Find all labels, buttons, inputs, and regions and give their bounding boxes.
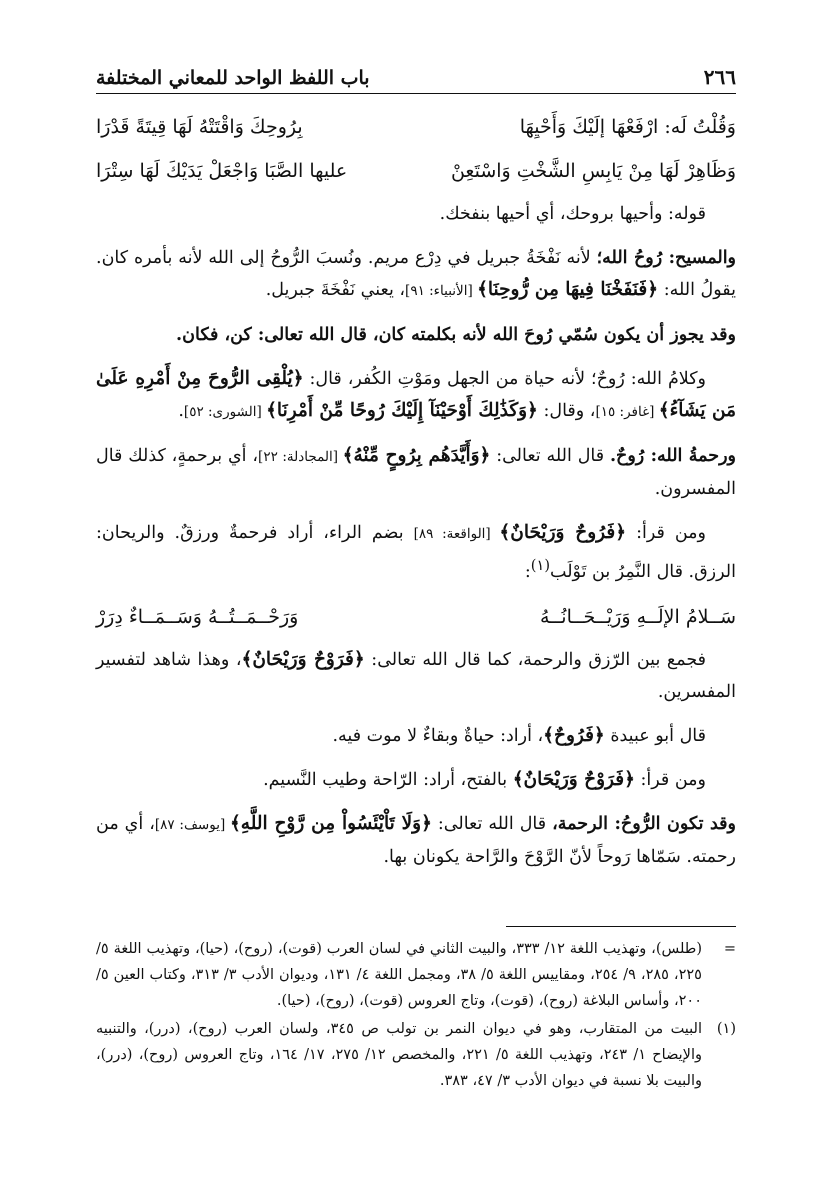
quran-quote: ﴿فَرُوحٌ وَرَيْحَانٌ﴾ bbox=[499, 522, 627, 543]
text-run: ومن قرأ: bbox=[626, 523, 706, 543]
verse-hemistich: عليها الصَّبَا وَاجْعَلْ يَدَيْكَ لَهَا سِتْرَا bbox=[96, 160, 348, 182]
paragraph bbox=[96, 517, 736, 588]
footnote bbox=[96, 936, 736, 1014]
chapter-title: باب اللفظ الواحد للمعاني المختلفة bbox=[96, 67, 370, 89]
paragraph bbox=[96, 440, 736, 505]
text-run: ، أي من رحمته. سَمّاها رَوحاً لأنّ الرَّوْحَ والرَّاحة يكونان بها. bbox=[96, 813, 736, 867]
quran-reference: [الشورى: ٥٢] bbox=[183, 404, 267, 420]
verse-hemistich: وَظَاهِرْ لَهَا مِنْ يَابِسِ الشَّخْتِ وَاسْتَعِنْ bbox=[450, 160, 736, 182]
text-run: بضم الراء، أراد فرحمةٌ ورزقٌ. والريحان: الرزق. قال النَّمِرُ بن تَوْلَب bbox=[96, 523, 736, 582]
verse-line-2 bbox=[96, 154, 736, 188]
verse-hemistich: وَقُلْتُ لَه: ارْفَعْهَا إلَيْكَ وَأَحْيِهَا bbox=[519, 116, 736, 138]
paragraph: وقد يجوز أن يكون سُمّي رُوحَ الله لأنه بكلمته كان، قال الله تعالى: كن، فكان. bbox=[176, 325, 736, 345]
paragraph: قوله: وأحيها بروحك، أي أحيها بنفخك. bbox=[439, 204, 706, 224]
quran-reference: [غافر: ١٥] bbox=[595, 404, 659, 420]
text-run: . bbox=[178, 401, 184, 421]
footnote-marker: (١) bbox=[530, 557, 551, 574]
entry-lead: ورحمةُ الله: رُوحٌ. bbox=[609, 446, 736, 466]
footnote-divider bbox=[506, 926, 736, 927]
verse-hemistich: بِرُوحِكَ وَاقْتَتْهُ لَهَا قِيتَةً قَدْرَا bbox=[96, 116, 303, 138]
paragraph bbox=[96, 363, 736, 428]
quran-reference: [الأنبياء: ٩١] bbox=[405, 283, 478, 299]
quran-quote: ﴿وَأَيَّدَهُم بِرُوحٍ مِّنْهُ﴾ bbox=[342, 445, 491, 466]
footnote bbox=[96, 1016, 736, 1094]
entry-lead: والمسيح: رُوحُ الله؛ bbox=[596, 248, 737, 268]
quran-quote: ﴿وَكَذَٰلِكَ أَوْحَيْنَآ إِلَيْكَ رُوحًا مِّنْ أَمْرِنَا﴾ bbox=[266, 400, 538, 421]
verse-line-1 bbox=[96, 110, 736, 144]
quran-reference: [يوسف: ٨٧] bbox=[154, 816, 230, 833]
quran-reference: [الواقعة: ٨٩] bbox=[413, 526, 500, 542]
footnotes bbox=[96, 936, 736, 1096]
text-run: ومن قرأ: bbox=[634, 769, 706, 790]
text-run: قال الله تعالى: bbox=[490, 446, 610, 466]
verse-hemistich: سَــلامُ الإلَــهِ وَرَيْــحَــانُــهُ bbox=[539, 605, 736, 628]
entry-lead: وقد تكون الرُّوحُ: الرحمة، bbox=[552, 813, 736, 834]
quran-quote: ﴿فَنَفَخْنَا فِيهَا مِن رُّوحِنَا﴾ bbox=[477, 279, 659, 300]
quran-quote: ﴿يُلْقِى الرُّوحَ مِنْ أَمْرِهِ عَلَىٰ مَن يَشَآءُ﴾ bbox=[96, 368, 736, 421]
footnote-text: البيت من المتقارب، وهو في ديوان النمر بن تولب ص ٣٤٥، ولسان العرب (روح)، (درر)، والتنبيه والإيضاح ١/ ٢٤٣، وتهذيب اللغة ٥/ ٢٢١، والمخصص ١٢/ ٢٧٥، ١٧/ ١٦٤، وتاج العروس (روح)، (درر)، والبيت بلا نسبة في ديوان الأدب ٣/ ٤٧، ٣٨٣. bbox=[96, 1021, 703, 1089]
quran-quote: ﴿وَلَا تَاْيْئَسُواْ مِن رَّوْحِ اللَّهِ﴾ bbox=[229, 812, 432, 834]
paragraph bbox=[96, 808, 736, 873]
text-run: قال أبو عبيدة bbox=[604, 725, 706, 746]
paragraph bbox=[96, 242, 736, 307]
quran-quote: ﴿فَرُوحٌ﴾ bbox=[543, 724, 605, 746]
footnote-mark: (١) bbox=[716, 1021, 736, 1037]
paragraph bbox=[96, 644, 736, 708]
running-header bbox=[96, 58, 736, 94]
verse-hemistich: وَرَحْــمَــتُــهُ وَسَــمَــاءٌ دِرَرْ bbox=[96, 605, 299, 628]
text-run: وكلامُ الله: رُوحٌ؛ لأنه حياة من الجهل ومَوْتِ الكُفر، قال: bbox=[303, 369, 707, 389]
page-number: ٢٦٦ bbox=[703, 65, 736, 89]
footnote-text: (طلس)، وتهذيب اللغة ١٢/ ٣٣٣، والبيت الثاني في لسان العرب (قوت)، (روح)، (حيا)، وتهذيب اللغة ٥/ ٢٢٥، ٢٨٥، ٩/ ٢٥٤، ومقاييس اللغة ٥/ ٣٨، ومجمل اللغة ٤/ ١٣١، وديوان الأدب ٣/ ٣١٣، وكتاب العين ٥/ ٢٠٠، وأساس البلاغة (روح)، (قوت)، وتاج العروس (قوت)، (روح)، (حيا). bbox=[96, 941, 702, 1009]
quran-quote: ﴿فَرَوْحٌ وَرَيْحَانٌ﴾ bbox=[241, 648, 365, 670]
text-run: ، أي برحمةٍ، كذلك قال المفسرون. bbox=[96, 446, 736, 499]
paragraph bbox=[96, 720, 736, 752]
paragraph bbox=[96, 764, 736, 796]
footnote-mark: = bbox=[723, 941, 736, 957]
text-run: ، وقال: bbox=[537, 401, 596, 421]
text-run: فجمع بين الرّزق والرحمة، كما قال الله تعالى: bbox=[364, 649, 706, 670]
main-text bbox=[96, 110, 736, 885]
text-run: ، أراد: حياةٌ وبقاءٌ لا موت فيه. bbox=[332, 725, 544, 746]
text-run: ، يعني نَفْخَةَ جبريل. bbox=[265, 280, 406, 300]
text-run: لأنه نَفْخَةُ جبريل في دِرْع مريم. ونُسبَ الرُّوحُ إلى الله لأنه بأمره كان. يقولُ الله: bbox=[96, 248, 736, 300]
quran-reference: [المجادلة: ٢٢] bbox=[258, 449, 343, 465]
text-run: بالفتح، أراد: الرّاحة وطيب النَّسيم. bbox=[263, 769, 513, 790]
text-run: : bbox=[524, 561, 531, 582]
text-run: قال الله تعالى: bbox=[431, 813, 553, 834]
text-run: ، وهذا شاهد لتفسير المفسرين. bbox=[96, 649, 736, 702]
verse-line-3 bbox=[96, 600, 736, 634]
quran-quote: ﴿فَرَوْحٌ وَرَيْحَانٌ﴾ bbox=[512, 768, 635, 790]
